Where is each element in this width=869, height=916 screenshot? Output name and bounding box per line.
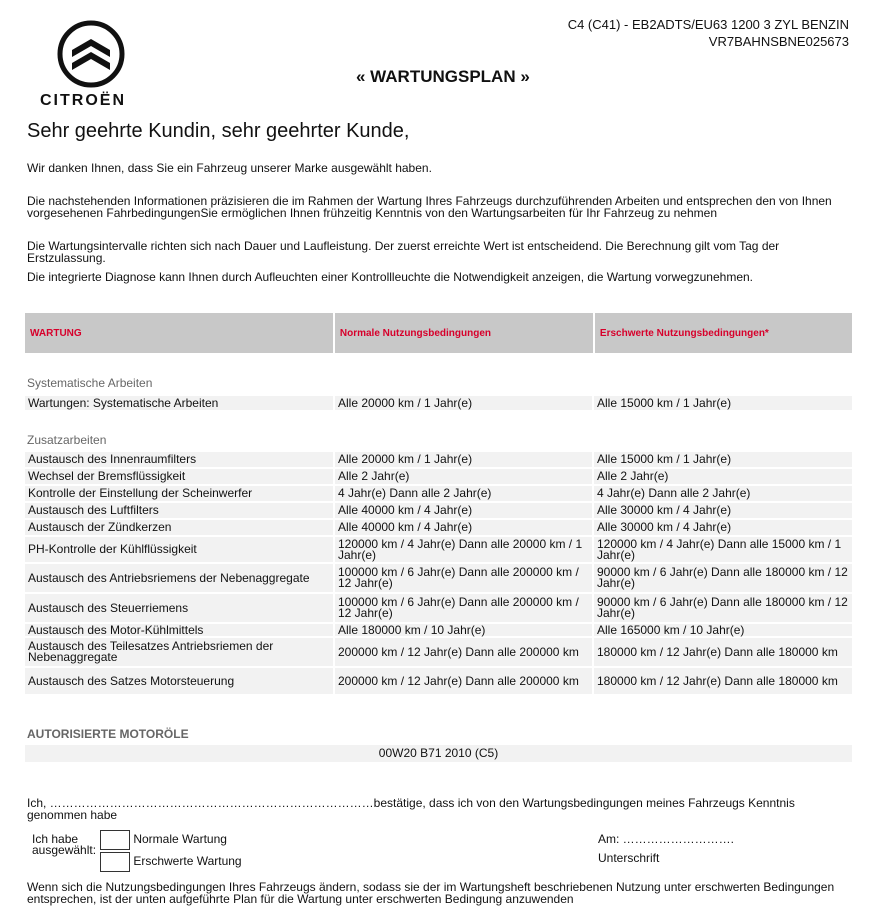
work-cell: Austausch des Satzes Motorsteuerung [25,668,335,694]
normal-cell: 100000 km / 6 Jahr(e) Dann alle 200000 km / 12 Jahr(e) [335,594,594,622]
option-hard-label: Erschwerte Wartung [133,854,242,869]
work-cell: Austausch des Antriebsriemens der Nebenaggregate [25,564,335,592]
hard-cell: Alle 165000 km / 10 Jahr(e) [594,624,852,636]
intro-intervals: Die Wartungsintervalle richten sich nach Dauer und Laufleistung. Der zuerst erreichte Wert ist entscheidend. Die Berechnung gilt vom Tag der Erstzulassung. [27,239,780,265]
vehicle-vin: VR7BAHNSBNE025673 [708,34,849,49]
chosen-label: Ich habe ausgewählt: [32,832,97,857]
normal-cell: 200000 km / 12 Jahr(e) Dann alle 200000 km [335,668,594,694]
hard-cell: 180000 km / 12 Jahr(e) Dann alle 180000 km [594,638,852,666]
normal-cell: Alle 180000 km / 10 Jahr(e) [335,624,594,636]
hard-cell: Alle 30000 km / 4 Jahr(e) [594,503,852,518]
document-title: « WARTUNGSPLAN » [356,67,530,86]
hard-cell: Alle 15000 km / 1 Jahr(e) [594,396,852,410]
section-extra: Zusatzarbeiten [27,433,107,447]
normal-cell: Alle 20000 km / 1 Jahr(e) [335,452,594,467]
table-row [25,503,852,518]
normal-cell: 200000 km / 12 Jahr(e) Dann alle 200000 km [335,638,594,666]
normal-cell: Alle 20000 km / 1 Jahr(e) [335,396,594,410]
table-row [25,520,852,535]
option-normal-row[interactable] [100,830,227,850]
work-cell: Austausch der Zündkerzen [25,520,335,535]
table-row [25,537,852,562]
citroen-logo [36,20,146,88]
hard-cell: Alle 2 Jahr(e) [594,469,852,484]
header-normal: Normale Nutzungsbedingungen [335,313,595,353]
header-hard: Erschwerte Nutzungsbedingungen* [599,327,769,339]
work-cell: Kontrolle der Einstellung der Scheinwerfer [25,486,335,501]
normal-cell: 4 Jahr(e) Dann alle 2 Jahr(e) [335,486,594,501]
normal-cell: 120000 km / 4 Jahr(e) Dann alle 20000 km / 1 Jahr(e) [335,537,594,562]
work-cell: Austausch des Innenraumfilters [25,452,335,467]
hard-cell: Alle 15000 km / 1 Jahr(e) [594,452,852,467]
confirmation-statement: Ich, ………………………………………………………………………bestätige, dass ich von den Wartungsbedingungen meines Fahrzeugs Kenntnis genommen habe [27,796,795,822]
table-row [25,668,852,694]
footer-note: Wenn sich die Nutzungsbedingungen Ihres Fahrzeugs ändern, sodass sie der im Wartungsheft beschriebenen Nutzung unter erschwerten Bedingungen entsprechen, ist der unten aufgeführte Plan für die Wartung unter erschwerten Bedingung anzuwenden [27,880,835,906]
hard-cell: 120000 km / 4 Jahr(e) Dann alle 15000 km / 1 Jahr(e) [594,537,852,562]
oil-value: 00W20 B71 2010 (C5) [25,745,852,762]
oil-label: AUTORISIERTE MOTORÖLE [27,727,189,741]
table-row [25,486,852,501]
intro-info: Die nachstehenden Informationen präzisieren die im Rahmen der Wartung Ihres Fahrzeugs durchzuführenden Arbeiten und entsprechen den von Ihnen vorgesehenen FahrbedingungenSie ermöglichen Ihnen frühzeitig Kenntnis von den Wartungsarbeiten für Ihr Fahrzeug zu nehmen [27,194,832,220]
date-field: Am: ………………………. [598,832,735,846]
citroen-chevrons-icon [56,20,126,88]
vehicle-info [568,16,849,50]
section-systematic: Systematische Arbeiten [27,376,153,390]
normal-cell: Alle 40000 km / 4 Jahr(e) [335,503,594,518]
hard-checkbox[interactable] [100,852,130,872]
intro-thanks: Wir danken Ihnen, dass Sie ein Fahrzeug unserer Marke ausgewählt haben. [27,161,432,175]
table-row [25,594,852,622]
hard-cell: 90000 km / 6 Jahr(e) Dann alle 180000 km / 12 Jahr(e) [594,564,852,592]
signature-label: Unterschrift [598,851,660,865]
hard-cell: 180000 km / 12 Jahr(e) Dann alle 180000 km [594,668,852,694]
normal-checkbox[interactable] [100,830,130,850]
table-row [25,469,852,484]
brand-name: CITROËN [40,92,126,109]
table-header [25,313,852,353]
work-cell: Austausch des Steuerriemens [25,594,335,622]
option-normal-label: Normale Wartung [133,832,227,847]
work-cell: Wartungen: Systematische Arbeiten [25,396,335,410]
table-row [25,564,852,592]
table-row [25,624,852,636]
normal-cell: Alle 2 Jahr(e) [335,469,594,484]
work-cell: Austausch des Motor-Kühlmittels [25,624,335,636]
vehicle-model: C4 (C41) - EB2ADTS/EU63 1200 3 ZYL BENZIN [567,17,849,32]
table-row [25,452,852,467]
hard-cell: Alle 30000 km / 4 Jahr(e) [594,520,852,535]
normal-cell: 100000 km / 6 Jahr(e) Dann alle 200000 km / 12 Jahr(e) [335,564,594,592]
option-hard-row[interactable] [100,852,242,872]
table-row [25,396,852,410]
normal-cell: Alle 40000 km / 4 Jahr(e) [335,520,594,535]
work-cell: PH-Kontrolle der Kühlflüssigkeit [25,537,335,562]
header-wartung: WARTUNG [25,313,335,353]
work-cell: Austausch des Teilesatzes Antriebsriemen der Nebenaggregate [25,638,335,666]
hard-cell: 4 Jahr(e) Dann alle 2 Jahr(e) [594,486,852,501]
greeting: Sehr geehrte Kundin, sehr geehrter Kunde, [27,120,410,142]
hard-cell: 90000 km / 6 Jahr(e) Dann alle 180000 km / 12 Jahr(e) [594,594,852,622]
work-cell: Wechsel der Bremsflüssigkeit [25,469,335,484]
table-row [25,638,852,666]
work-cell: Austausch des Luftfilters [25,503,335,518]
intro-diagnosis: Die integrierte Diagnose kann Ihnen durch Aufleuchten einer Kontrollleuchte die Notwendigkeit anzeigen, die Wartung vorwegzunehmen. [27,270,754,284]
